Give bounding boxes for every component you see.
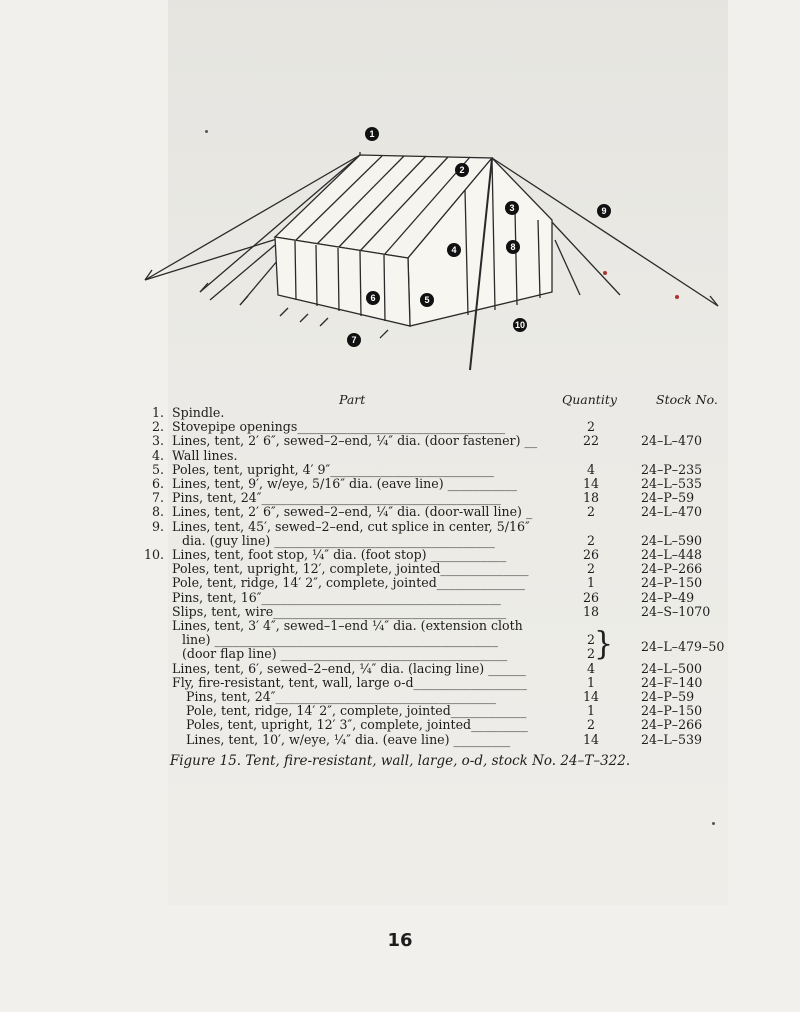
item-number xyxy=(138,690,164,704)
item-number xyxy=(138,647,164,661)
part-description: Poles, tent, upright, 4′ 9″__________________________ xyxy=(172,461,494,477)
item-number: 1. xyxy=(151,405,164,420)
item-number xyxy=(138,562,164,576)
stock-number: 24–P–266 xyxy=(641,717,703,733)
item-number xyxy=(138,662,164,676)
item-number xyxy=(138,718,164,732)
svg-text:8: 8 xyxy=(510,242,516,252)
item-number: 7. xyxy=(151,490,164,506)
item-number: 6. xyxy=(151,476,164,491)
tent-illustration xyxy=(120,120,740,390)
quantity-cell: 14 xyxy=(582,689,600,704)
svg-text:7: 7 xyxy=(351,335,357,345)
stock-number: 24–P–150 xyxy=(641,703,703,719)
stock-number: 24–P–59 xyxy=(641,490,695,506)
part-description: Stovepipe openings_________________________________ xyxy=(172,419,506,435)
quantity-cell xyxy=(582,520,600,534)
part-description: Pole, tent, ridge, 14′ 2″, complete, jointed______________ xyxy=(172,575,525,591)
quantity-cell: 26 xyxy=(582,547,600,562)
speck xyxy=(205,130,208,133)
part-description: Spindle. xyxy=(172,405,225,420)
quantity-cell: 2 xyxy=(586,532,595,548)
quantity-cell: 22 xyxy=(582,433,600,449)
stock-header: Stock No. xyxy=(656,392,718,407)
part-description: Lines, tent, foot stop, ¼″ dia. (foot stop) ____________ xyxy=(172,547,507,562)
quantity-cell: 26 xyxy=(582,589,600,605)
part-description: Lines, tent, 9′, w/eye, 5/16″ dia. (eave line) ___________ xyxy=(172,476,517,491)
item-number xyxy=(138,704,164,718)
stock-number: 24–S–1070 xyxy=(641,603,711,619)
quantity-cell: 1 xyxy=(586,575,595,591)
quantity-cell: 2 xyxy=(586,419,595,435)
part-description: line) _____________________________________________ xyxy=(182,632,498,648)
quantity-cell: 2 xyxy=(586,561,595,577)
stock-number: 24–L–470 xyxy=(641,433,703,449)
quantity-cell: 4 xyxy=(586,660,595,676)
quantity-cell xyxy=(582,406,600,420)
item-number: 4. xyxy=(151,447,164,463)
stock-number: 24–P–235 xyxy=(641,461,703,477)
stock-number: 24–P–59 xyxy=(641,689,695,704)
quantity-cell: 2 xyxy=(586,717,595,733)
page-number: 16 xyxy=(387,930,413,951)
part-description: Fly, fire-resistant, tent, wall, large o-d__________________ xyxy=(172,674,527,690)
stock-number: 24–P–266 xyxy=(641,561,703,577)
svg-text:10: 10 xyxy=(514,320,526,330)
quantity-cell: 2 xyxy=(586,504,595,520)
part-description: Poles, tent, upright, 12′ 3″, complete, jointed_________ xyxy=(186,717,528,733)
part-description: Pole, tent, ridge, 14′ 2″, complete, jointed____________ xyxy=(186,703,527,719)
item-number xyxy=(138,633,164,647)
quantity-cell: 1 xyxy=(586,703,595,719)
figure-caption: Figure 15. Tent, fire-resistant, wall, large, o-d, stock No. 24–T–322. xyxy=(169,753,631,769)
quantity-cell: 2 xyxy=(586,646,595,662)
part-description: Lines, tent, 3′ 4″, sewed–1–end ¼″ dia. (extension cloth xyxy=(172,618,523,633)
stock-number: 24–L–535 xyxy=(641,476,703,491)
quantity-cell: 14 xyxy=(582,476,600,491)
quantity-cell: 2 xyxy=(586,632,595,648)
item-number xyxy=(138,576,164,590)
stock-number: 24–L–590 xyxy=(641,532,703,548)
part-description: Slips, tent, wire_____________________________________ xyxy=(172,603,507,619)
part-description: dia. (guy line) ___________________________________ xyxy=(182,532,495,548)
speck xyxy=(712,822,715,825)
quantity-cell xyxy=(582,449,600,463)
quantity-cell: 4 xyxy=(586,461,595,477)
part-description: Poles, tent, upright, 12′, complete, jointed______________ xyxy=(172,561,529,577)
item-number: 5. xyxy=(151,461,164,477)
part-description: Lines, tent, 2′ 6″, sewed–2–end, ¼″ dia. (door fastener) __ xyxy=(172,433,538,449)
item-number: 8. xyxy=(151,504,164,520)
item-number: 9. xyxy=(151,518,164,534)
stock-number: 24–L–470 xyxy=(641,504,703,520)
svg-text:4: 4 xyxy=(451,245,457,255)
item-number: 3. xyxy=(151,433,164,449)
svg-text:2: 2 xyxy=(459,165,465,175)
svg-text:5: 5 xyxy=(424,295,430,305)
part-description: Lines, tent, 2′ 6″, sewed–2–end, ¼″ dia. (door-wall line) _ xyxy=(172,504,533,520)
callout-1: 1 xyxy=(369,129,375,139)
part-description: Lines, tent, 6′, sewed–2–end, ¼″ dia. (lacing line) ______ xyxy=(172,660,526,676)
quantity-cell: 14 xyxy=(582,731,600,747)
part-description: (door flap line) ____________________________________ xyxy=(182,646,508,662)
quantity-cell: 18 xyxy=(582,490,600,506)
item-number xyxy=(138,676,164,690)
item-number xyxy=(138,534,164,548)
item-number xyxy=(138,619,164,633)
part-description: Pins, tent, 16″______________________________________ xyxy=(172,589,501,605)
stock-number: 24–L–539 xyxy=(641,731,703,747)
part-description: Lines, tent, 10′, w/eye, ¼″ dia. (eave line) _________ xyxy=(186,731,511,747)
quantity-cell: 1 xyxy=(586,674,595,690)
item-number xyxy=(138,591,164,605)
stock-number: 24–L–448 xyxy=(641,547,703,562)
part-header: Part xyxy=(339,392,366,407)
quantity-header: Quantity xyxy=(562,392,617,407)
stock-number: 24–L–500 xyxy=(641,660,703,676)
item-number xyxy=(138,605,164,619)
brace-symbol: } xyxy=(594,626,614,663)
item-number: 10. xyxy=(143,547,164,562)
part-description: Wall lines. xyxy=(172,447,238,463)
item-number: 2. xyxy=(151,419,164,435)
stock-number: 24–P–49 xyxy=(641,589,695,605)
part-description: Pins, tent, 24″______________________________________ xyxy=(172,490,501,506)
item-number xyxy=(138,733,164,747)
stock-number: 24–P–150 xyxy=(641,575,703,591)
part-description: Lines, tent, 45′, sewed–2–end, cut splice in center, 5/16″ xyxy=(172,518,530,534)
stock-number: 24–F–140 xyxy=(641,674,703,690)
svg-text:9: 9 xyxy=(601,206,607,216)
svg-text:3: 3 xyxy=(509,203,515,213)
part-description: Pins, tent, 24″___________________________________ xyxy=(186,689,496,704)
quantity-cell: 18 xyxy=(582,603,600,619)
svg-text:6: 6 xyxy=(370,293,376,303)
stock-number: 24–L–479–50 xyxy=(641,639,725,655)
